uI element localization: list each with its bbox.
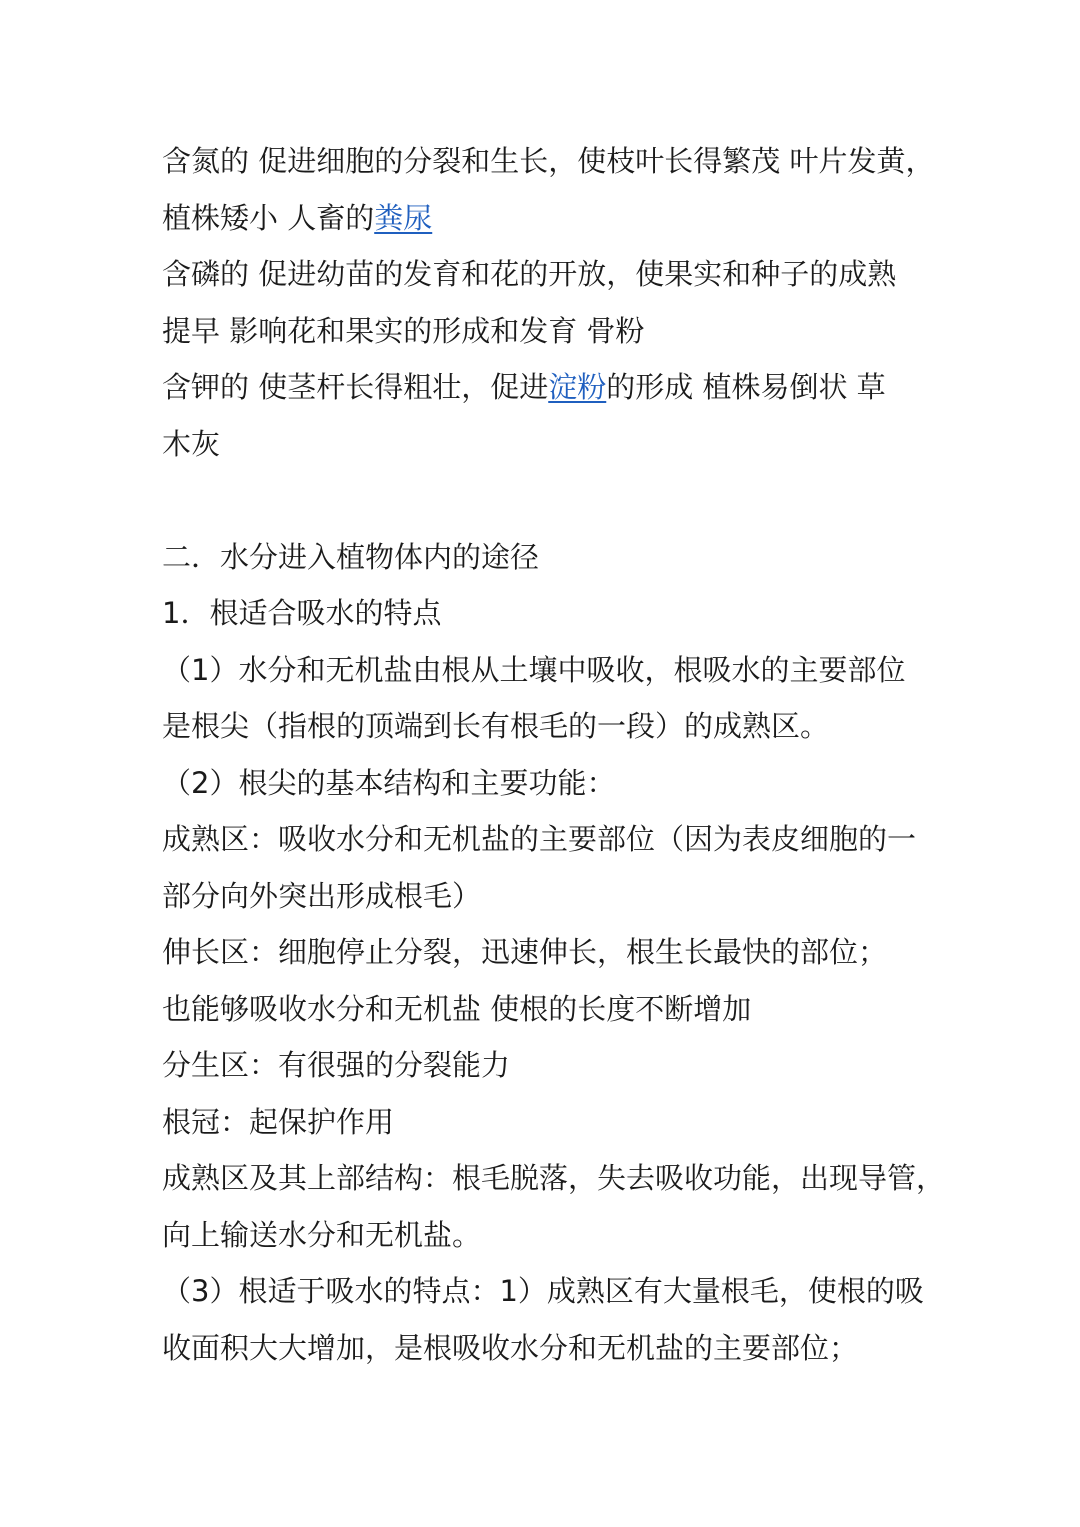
elongation-zone-line-1: 伸长区：细胞停止分裂，迅速伸长，根生长最快的部位； bbox=[162, 935, 888, 969]
phosphorus-line-2: 提早 影响花和果实的形成和发育 骨粉 bbox=[162, 313, 645, 348]
nitrogen-line-2 bbox=[162, 190, 922, 247]
potassium-line-2: 木灰 bbox=[162, 426, 221, 461]
elongation-zone-line-2: 也能够吸收水分和无机盐 使根的长度不断增加 bbox=[162, 991, 752, 1026]
subsection-heading: 1．根适合吸水的特点 bbox=[162, 596, 442, 630]
nitrogen-line-1: 含氮的 促进细胞的分裂和生长，使枝叶长得繁茂 叶片发黄， bbox=[162, 144, 935, 178]
meristem-zone: 分生区：有很强的分裂能力 bbox=[162, 1048, 511, 1082]
paragraph-1-line-1: （1）水分和无机盐由根从土壤中吸收，根吸水的主要部位 bbox=[162, 652, 906, 687]
maturation-zone-line-2: 部分向外突出形成根毛） bbox=[162, 878, 482, 913]
manure-link[interactable]: 粪尿 bbox=[374, 200, 433, 235]
section-gap bbox=[162, 472, 922, 529]
paragraph-1-line-2: 是根尖（指根的顶端到长有根毛的一段）的成熟区。 bbox=[162, 709, 830, 743]
maturation-zone-line-1: 成熟区：吸收水分和无机盐的主要部位（因为表皮细胞的一 bbox=[162, 822, 917, 856]
section-heading: 二．水分进入植物体内的途径 bbox=[162, 539, 540, 574]
document-body bbox=[162, 133, 946, 1376]
upper-structure-line-2: 向上输送水分和无机盐。 bbox=[162, 1217, 482, 1252]
paragraph-3-line-1: （3）根适于吸水的特点：1）成熟区有大量根毛，使根的吸 bbox=[162, 1274, 924, 1308]
paragraph-2: （2）根尖的基本结构和主要功能： bbox=[162, 765, 616, 800]
upper-structure-line-1: 成熟区及其上部结构：根毛脱落，失去吸收功能，出现导管， bbox=[162, 1161, 946, 1195]
nitrogen-line-2-text: 植株矮小 人畜的 bbox=[162, 200, 375, 235]
starch-link[interactable]: 淀粉 bbox=[548, 370, 607, 404]
phosphorus-line-1: 含磷的 促进幼苗的发育和花的开放，使果实和种子的成熟 bbox=[162, 257, 897, 291]
potassium-line-1-post: 的形成 植株易倒状 草 bbox=[606, 370, 886, 404]
paragraph-3-line-2: 收面积大大增加，是根吸收水分和无机盐的主要部位； bbox=[162, 1330, 859, 1365]
potassium-line-1-pre: 含钾的 使茎杆长得粗壮，促进 bbox=[162, 370, 549, 404]
root-cap: 根冠：起保护作用 bbox=[162, 1104, 395, 1139]
potassium-line-1 bbox=[162, 359, 922, 416]
